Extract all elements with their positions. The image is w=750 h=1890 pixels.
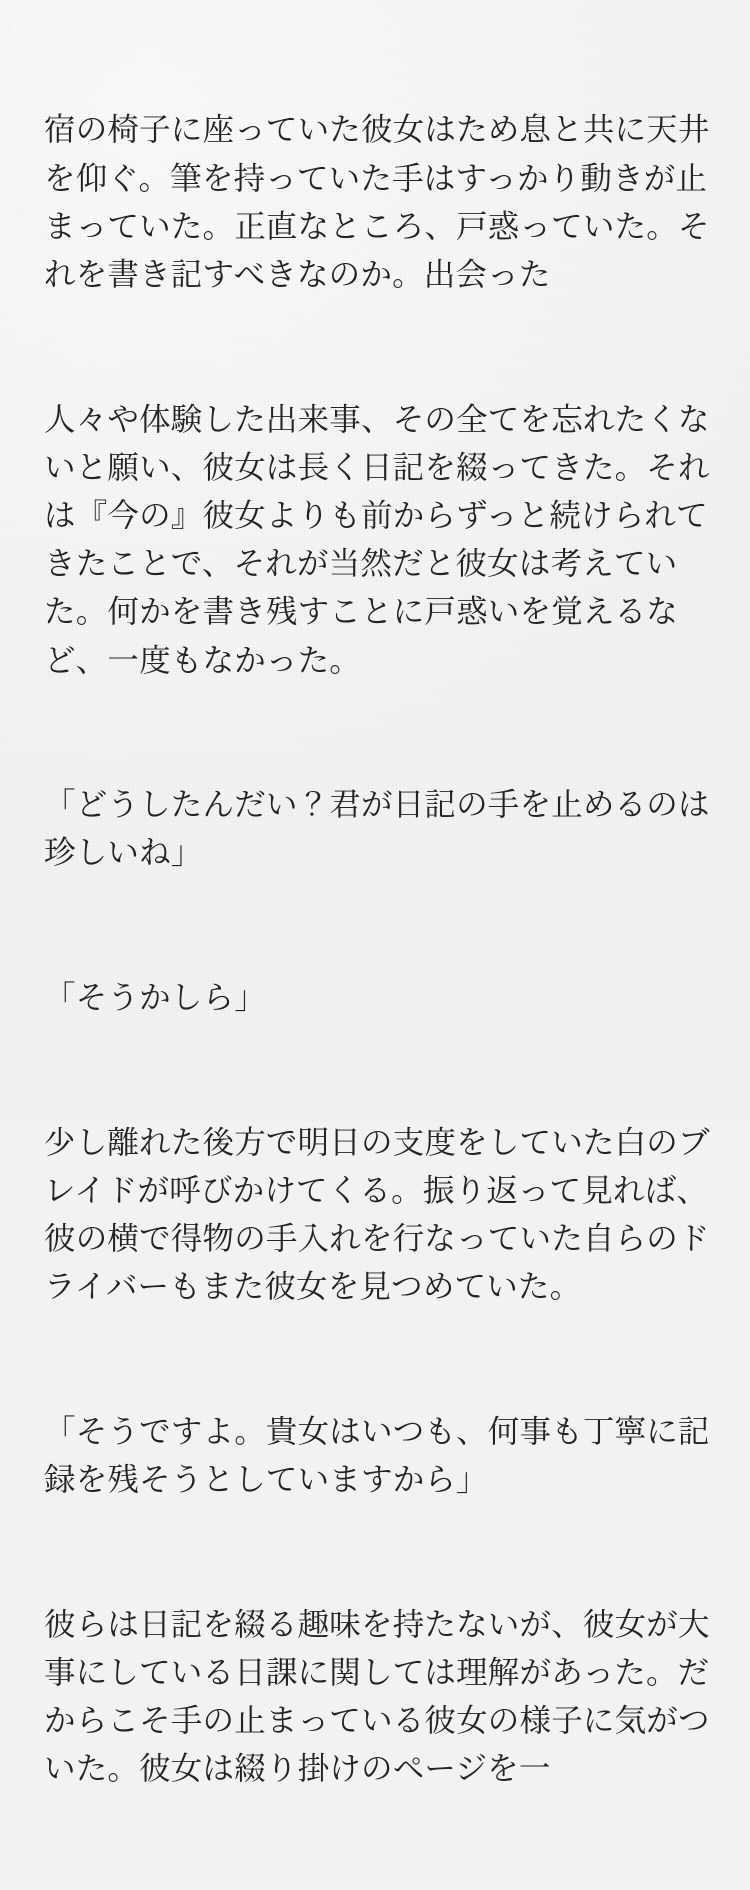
paragraph: 人々や体験した出来事、その全てを忘れたくないと願い、彼女は長く日記を綴ってきた。それは『今の』彼女よりも前からずっと続けられてきたことで、それが当然だと彼女は考えていた。何かを書き残すことに戸惑いを覚えるなど、一度もなかった。 [44, 401, 710, 679]
paragraph-dialogue: 「どうしたんだい？君が日記の手を止めるのは珍しいね」 [44, 787, 710, 872]
paragraph-dialogue: 「そうかしら」 [44, 980, 266, 1017]
paragraph: 少し離れた後方で明日の支度をしていた白のブレイドが呼びかけてくる。振り返って見れば、彼の横で得物の手入れを行なっていた自らのドライバーもまた彼女を見つめていた。 [44, 1124, 710, 1306]
paragraph: 宿の椅子に座っていた彼女はため息と共に天井を仰ぐ。筆を持っていた手はすっかり動きが止まっていた。正直なところ、戸惑っていた。それを書き記すべきなのか。出会った [44, 112, 710, 294]
paragraph-dialogue: 「そうですよ。貴女はいつも、何事も丁寧に記録を残そうとしていますから」 [44, 1413, 710, 1499]
paragraph: 彼らは日記を綴る趣味を持たないが、彼女が大事にしている日課に関しては理解があった。だからこそ手の止まっている彼女の様子に気がついた。彼女は綴り掛けのページを一 [44, 1606, 710, 1788]
document-body [44, 10, 726, 1890]
